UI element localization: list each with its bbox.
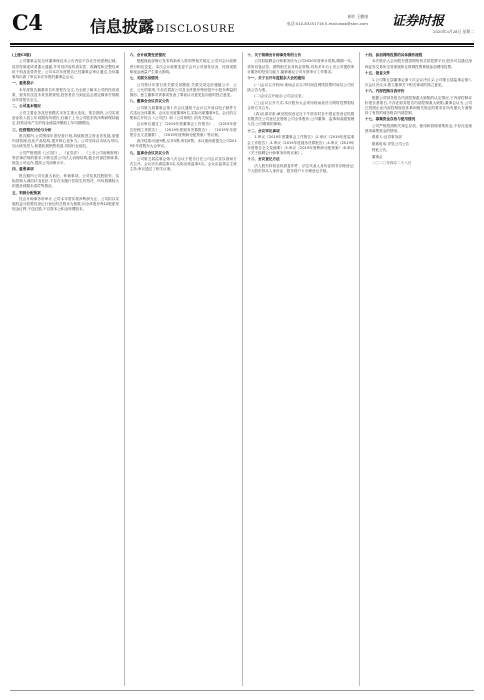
paragraph-heading: 五、利润分配预案: [12, 190, 41, 195]
paragraph: 董事会: [371, 154, 383, 159]
page-code: C4: [12, 10, 43, 35]
header-rule-thin: [10, 46, 474, 47]
footer-rule: [10, 690, 474, 691]
paragraph: 报告期内,公司围绕年度经营计划,持续推进主营业务发展,加强内部管理,优化产品结构,提升核心竞争力。公司坚持以市场为导向,加大研发投入,积极拓展销售渠道,巩固行业地位。: [12, 134, 120, 149]
issue-date: 2020年4月28日 星期二: [433, 29, 474, 34]
newspaper-logo: 证券时报: [392, 14, 445, 29]
paragraph: 二〇二〇年四月二十八日: [371, 161, 412, 166]
paragraph-heading: 十五、备查文件: [364, 71, 391, 76]
paragraph: 联系人:证券事务部: [371, 135, 402, 140]
paragraph: 经会计师事务所审计,公司本年度实现净利润为正。公司拟以实施权益分派股权登记日登记的总股本为基数,向全体股东每10股派发现金红利,不送红股,不以资本公积金转增股本。: [12, 197, 120, 212]
paragraph: 1.公司第五届董事会第十次会议决议;2.公司第五届监事会第八次会议决议;3.独立董事关于相关事项的独立意见。: [364, 77, 472, 87]
paragraph-heading: 七、关联交易情况: [129, 76, 159, 81]
section-title-en: DISCLOSURE: [156, 24, 236, 35]
paragraph: 会议审议通过了《2019年度董事会工作报告》、《2019年度总经理工作报告》、《2019年度财务决算报告》、《2019年年度报告全文及摘要》、《2019年度利润分配预案》等议案。: [129, 122, 237, 137]
paragraph: 根据财政部修订发布的新收入准则等相关规定,公司对会计政策进行相应变更。本次会计政策变更不会对公司财务状况、经营成果和现金流量产生重大影响。: [129, 59, 237, 74]
paragraph: 公司董事会及全体董事保证本公告内容不存在任何虚假记载、误导性陈述或者重大遗漏,并对其内容的真实性、准确性和完整性承担个别及连带责任。公司本次年度报告已经董事会审议通过,全体董事均出席了审议本次年报的董事会会议。: [12, 59, 120, 79]
paragraph: 本次股东大会向股东提供网络形式的投票平台,股东可以通过深圳证券交易所交易系统和互联网投票系统参加网络投票。: [364, 59, 472, 69]
paragraph-heading: 十六、内部控制自我评价: [364, 89, 405, 94]
column-divider: [124, 52, 125, 686]
paragraph: 公司严格按照《公司法》、《证券法》、《上市公司治理准则》等法律法规的要求,不断完善公司法人治理结构,健全内部控制体系,规范公司运作,提高公司治理水平。: [12, 150, 120, 165]
paragraph: (一)会议召开时间:现场会议召开时间及网络投票时间以公司后续公告为准。: [247, 82, 355, 92]
section-title: [90, 14, 235, 37]
paragraph: 法人股东持营业执照复印件、法定代表人身份证明书办理登记;个人股东持本人身份证、股东账户卡办理登记手续。: [247, 163, 355, 173]
article-columns: [12, 52, 472, 686]
paragraph-heading: 八、董事会会议决议公告: [129, 99, 170, 104]
paragraph-heading: 九、监事会会议决议公告: [129, 150, 170, 155]
paragraph: 公司预计年度日常关联交易额度,关联交易定价遵循公平、公正、公允的原则,不存在损害公司及全体股东特别是中小股东利益的情形。独立董事对该事项发表了事前认可意见及同意的独立意见。: [129, 82, 237, 97]
article-column-3: [247, 52, 354, 686]
paragraph-heading: 六、会计政策变更情况: [129, 53, 166, 57]
paragraph: 根据公司财务报告内部控制重大缺陷的认定情况,于内部控制评价报告基准日,不存在财务报告内部控制重大缺陷,董事会认为,公司已按照企业内部控制规范体系和相关规定的要求在所有重大方面保持了有效的财务报告内部控制。: [364, 95, 472, 115]
paragraph: 公司第五届监事会第八次会议于报告日在公司会议室以现场方式召开。会议应出席监事3名,实际出席监事3名。会议由监事会主席主持,审议通过了相关议案。: [129, 157, 237, 172]
paragraph-heading: 十三、会议登记方法: [247, 157, 280, 162]
paragraph: (三)会议召开方式:本次股东大会采用现场表决与网络投票相结合的方式召开。: [247, 100, 355, 110]
paragraph-heading: 十七、募集资金存放与使用情况: [364, 117, 416, 122]
paragraph: (四)出席对象:截至股权登记日下午收市时在中国证券登记结算有限责任公司登记在册的公司全体股东;公司董事、监事和高级管理人员;公司聘请的律师。: [247, 112, 355, 127]
paragraph: 表决结果:同意9票,反对0票,弃权0票。本议案尚需提交公司2019年年度股东大会审议。: [129, 139, 237, 149]
paragraph: 1.审议《2019年度董事会工作报告》;2.审议《2019年度监事会工作报告》;3.审议《2019年度财务决算报告》;4.审议《2019年年度报告全文及摘要》;5.审议《2019年度利润分配预案》;6.审议《关于续聘会计师事务所的议案》。: [247, 135, 355, 155]
paragraph: 特此公告。: [371, 148, 390, 153]
paragraph: 本年度报告摘要来自年度报告全文,为全面了解本公司的经营成果、财务状况及未来发展规划,投资者应当到证监会指定媒体仔细阅读年度报告全文。: [12, 87, 120, 102]
paragraph: 公司严格按照相关规定存放、使用和管理募集资金,不存在违规使用募集资金的情形。: [364, 123, 472, 133]
column-divider: [242, 52, 243, 686]
paragraph-heading: 四、重要事项: [12, 167, 34, 172]
paragraph: 公司第五届董事会第十次会议通知于会议召开前以电子邮件方式送达全体董事。会议应出席董事9名,实际出席董事9名。会议的召集和召开符合《公司法》和《公司章程》的有关规定。: [129, 105, 237, 120]
paragraph-heading: 三、经营情况讨论与分析: [12, 127, 52, 132]
paragraph: 公司主要业务及经营模式未发生重大变化。报告期内,公司实现营业收入较上年同期有所增长,归属于上市公司股东的净利润保持稳定,经营活动产生的现金流量净额较上年同期增加。: [12, 110, 120, 126]
paragraph: 报告期内公司无重大诉讼、仲裁事项。公司及其控股股东、实际控制人诚信状况良好,不存在未履行法院生效判决、所负数额较大的债务到期未清偿等情况。: [12, 173, 120, 189]
paragraph-heading: 十四、参加网络投票的具体操作流程: [364, 53, 423, 57]
contact-line: 电话:010-83251716 E-mail:zqsb@stcn.com: [286, 21, 368, 26]
column-divider: [359, 52, 360, 686]
paragraph: (上接C3版): [12, 53, 32, 57]
article-column-4: [365, 52, 472, 686]
paragraph-heading: 十二、会议审议事项: [247, 128, 280, 133]
article-column-1: [12, 52, 119, 686]
paragraph-heading: 十、关于续聘会计师事务所的公告: [247, 53, 302, 57]
header-rule-thick: [10, 43, 474, 45]
editor-line: 制作 王鹏康: [347, 14, 368, 19]
section-title-cn: 信息披露: [90, 17, 155, 36]
paragraph-heading: 一、重要提示: [12, 81, 34, 86]
masthead: [10, 8, 474, 42]
paragraph: 公司拟续聘会计师事务所为公司2020年度审计机构,聘期一年。该所具备证券、期货相关业务执业资格,具有多年为上市公司提供审计服务的经验与能力,能够满足公司年度审计工作要求。: [247, 59, 355, 74]
paragraph: 联系电话:详见公司公告: [371, 141, 410, 146]
paragraph-heading: 十一、关于召开年度股东大会的通知: [247, 76, 305, 81]
article-column-2: [130, 52, 237, 686]
paragraph-heading: 二、公司基本情况: [12, 104, 41, 109]
paragraph: (二)会议召开地点:公司会议室。: [254, 94, 305, 99]
